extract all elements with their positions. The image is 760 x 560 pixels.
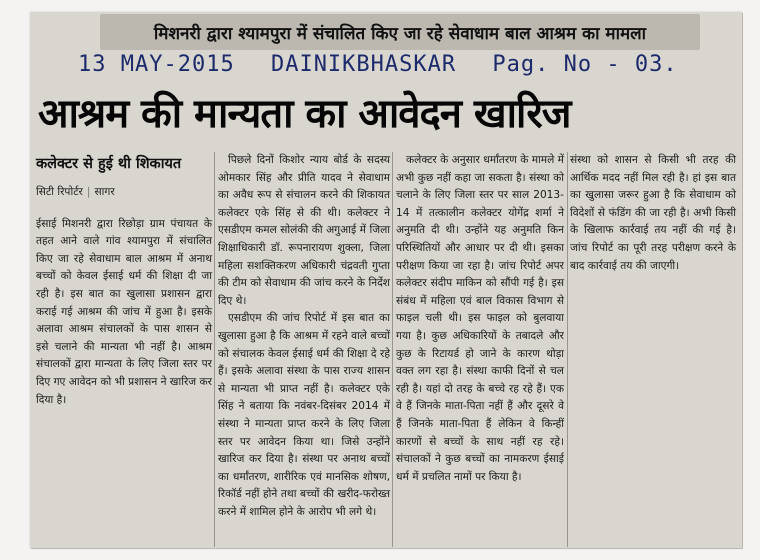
headline: आश्रम की मान्यता का आवेदन खारिज [38,91,571,137]
column-divider [214,152,215,547]
subheadline: कलेक्टर से हुई थी शिकायत [36,156,182,172]
column-divider [567,152,568,547]
column-divider [392,152,393,547]
handwritten-paper-name: DAINIKBHASKAR [270,52,457,77]
byline-separator: | [86,186,91,198]
article-paragraph: ईसाई मिशनरी द्वारा रिछोड़ा ग्राम पंचायत के तहत आने वाले गांव श्यामपुरा में संचालित किए जा रहे सेवाधाम बाल आश्रम में अनाथ बच्चों को केवल ईसाई धर्म की शिक्षा दी जा रही है। इस बात का खुलासा प्रशासन द्वारा कराई गई आश्रम की जांच में हुआ है। इसके अलावा आश्रम संचालकों के पास शासन से इसे चलाने की मान्यता भी नहीं है। आश्रम संचालकों द्वारा मान्यता के लिए जिला स्तर पर दिए गए आवेदन को भी प्रशासन ने खारिज कर दिया है। [36,217,212,406]
article-column-4 [570,152,736,275]
article-paragraph: कलेक्टर के अनुसार धर्मांतरण के मामले में अभी कुछ नहीं कहा जा सकता है। संस्था को चलाने के लिए जिला स्तर पर साल 2013-14 में तत्कालीन कलेक्टर योगेंद्र शर्मा ने अनुमति दी थी। उन्होंने यह अनुमति किन परिस्थितियों और आधार पर दी थी। इसका परीक्षण किया जा रहा है। जांच रिपोर्ट अपर कलेक्टर संदीप माकिन को सौंपी गई है। इस संबंध में महिला एवं बाल विकास विभाग से फाइल चली थी। इस फाइल को बुलवाया गया है। कुछ अधिकारियों के तबादले और कुछ के रिटायर्ड हो जाने के कारण थोड़ा वक्त लग रहा है। संस्था काफी दिनों से चल रही है। यहां दो तरह के बच्चे रह रहे हैं। एक वे हैं जिनके माता-पिता नहीं हैं और दूसरे वे हैं जिनके माता-पिता हैं लेकिन वे किन्हीं कारणों से बच्चों के साथ नहीं रह रहे। संचालकों ने कुछ बच्चों का नामकरण ईसाई धर्म में प्रचलित नामों पर किया है। [396,154,565,483]
kicker-strap: मिशनरी द्वारा श्यामपुरा में संचालित किए जा रहे सेवाधाम बाल आश्रम का मामला [100,14,700,50]
article-column-1 [36,152,212,409]
handwritten-date: 13 MAY-2015 [78,52,235,77]
byline-reporter: सिटी रिपोर्टर [36,186,83,198]
newspaper-clipping [30,12,742,548]
article-column-3 [396,152,564,486]
article-column-2 [218,152,390,521]
byline-city: सागर [94,186,115,198]
byline [36,184,212,202]
handwritten-annotation [78,52,718,77]
article-paragraph: एसडीएम की जांच रिपोर्ट में इस बात का खुलासा हुआ है कि आश्रम में रहने वाले बच्चों को संचालक केवल ईसाई धर्म की शिक्षा दे रहे हैं। इसके अलावा संस्था के पास राज्य शासन से मान्यता भी प्राप्त नहीं है। कलेक्टर एके सिंह ने बताया कि नवंबर-दिसंबर 2014 में संस्था ने मान्यता प्राप्त करने के लिए जिला स्तर पर आवेदन किया था। जिसे उन्होंने खारिज कर दिया है। संस्था पर अनाथ बच्चों का धर्मांतरण, शारीरिक एवं मानसिक शोषण, रिकॉर्ड नहीं होने तथा बच्चों की खरीद-फरोख्त करने में शामिल होने के आरोप भी लगे थे। [218,312,390,518]
handwritten-page-number: Pag. No - 03. [492,52,678,77]
article-paragraph: पिछले दिनों किशोर न्याय बोर्ड के सदस्य ओमकार सिंह और प्रीति यादव ने सेवाधाम का अवैध रूप से संचालन करने की शिकायत कलेक्टर एके सिंह से की थी। कलेक्टर ने एसडीएम कमल सोलंकी की अगुआई में जिला शिक्षाधिकारी डॉ. रूपनारायण शुक्ला, जिला महिला सशक्तिकरण अधिकारी चंद्रवती गुप्ता की टीम को सेवाधाम की जांच करने के निर्देश दिए थे। [218,154,390,307]
article-paragraph: संस्था को शासन से किसी भी तरह की आर्थिक मदद नहीं मिल रही है। हां इस बात का खुलासा जरूर हुआ है कि सेवाधाम को विदेशों से फंडिंग की जा रही है। अभी किसी के खिलाफ कार्रवाई तय नहीं की गई है। जांच रिपोर्ट का पूरी तरह परीक्षण करने के बाद कार्रवाई तय की जाएगी। [570,154,736,272]
